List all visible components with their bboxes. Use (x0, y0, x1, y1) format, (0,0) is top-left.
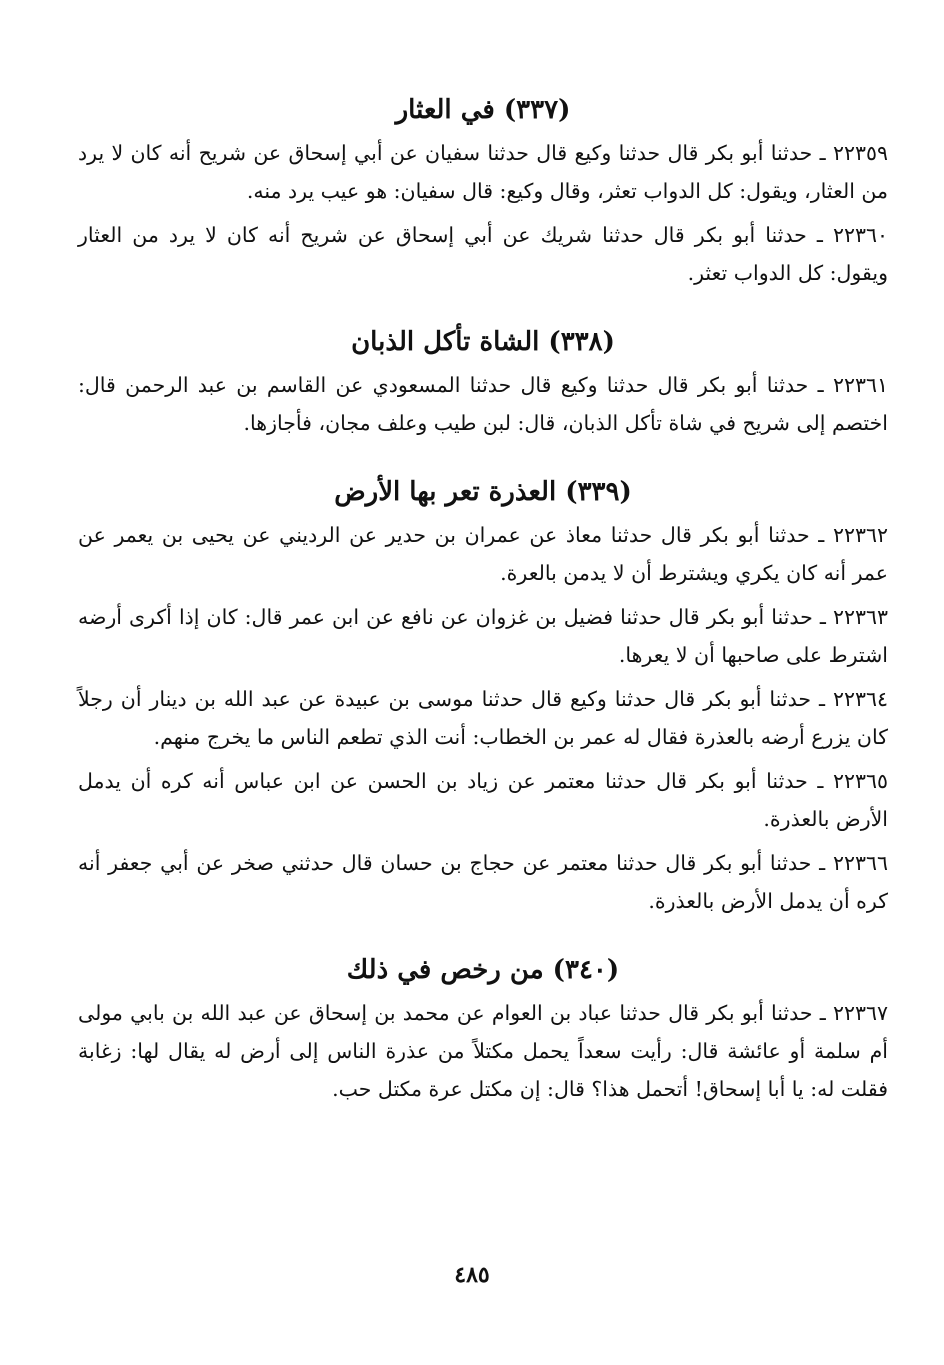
page-number: ٤٨٥ (454, 1262, 490, 1288)
hadith-entry-22362: ٢٢٣٦٢ ـ حدثنا أبو بكر قال حدثنا معاذ عن عمران بن حدير عن الرديني عن يحيى بن يعمر عن عمر أنه كان يكري ويشترط أن لا يدمن بالعرة. (78, 523, 888, 585)
section-340 (78, 950, 888, 1108)
section-title: (٣٤٠) من رخص في ذلك (346, 955, 620, 985)
hadith-entry-22364: ٢٢٣٦٤ ـ حدثنا أبو بكر قال حدثنا وكيع قال حدثنا موسى بن عبيدة عن عبد الله بن دينار أن رجلاً كان يزرع أرضه بالعذرة فقال له عمر بن الخطاب: أنت الذي تطعم الناس ما يخرج منهم. (78, 687, 888, 749)
section-337 (78, 90, 888, 292)
hadith-entry-22359: ٢٢٣٥٩ ـ حدثنا أبو بكر قال حدثنا وكيع قال حدثنا سفيان عن أبي إسحاق عن شريح أنه كان لا يرد من العثار، ويقول: كل الدواب تعثر، وقال وكيع: قال سفيان: هو عيب يرد منه. (78, 141, 888, 203)
hadith-entry-22365: ٢٢٣٦٥ ـ حدثنا أبو بكر قال حدثنا معتمر عن زياد بن الحسن عن ابن عباس أنه كره أن يدمل الأرض بالعذرة. (78, 769, 888, 831)
hadith-entry-22366: ٢٢٣٦٦ ـ حدثنا أبو بكر قال حدثنا معتمر عن حجاج بن حسان قال حدثني صخر عن أبي جعفر أنه كره أن يدمل الأرض بالعذرة. (78, 851, 888, 913)
hadith-entry-22363: ٢٢٣٦٣ ـ حدثنا أبو بكر قال حدثنا فضيل بن غزوان عن نافع عن ابن عمر قال: كان إذا أكرى أرضه اشترط على صاحبها أن لا يعرها. (78, 605, 888, 667)
section-title: (٣٣٧) في العثار (395, 95, 571, 125)
section-338 (78, 322, 888, 442)
hadith-entry-22360: ٢٢٣٦٠ ـ حدثنا أبو بكر قال حدثنا شريك عن أبي إسحاق عن شريح أنه كان لا يرد من العثار ويقول: كل الدواب تعثر. (78, 223, 888, 285)
hadith-entry-22367: ٢٢٣٦٧ ـ حدثنا أبو بكر قال حدثنا عباد بن العوام عن محمد بن إسحاق عن عبد الله بن بابي مولى أم سلمة أو عائشة قال: رأيت سعداً يحمل مكتلاً من عذرة الناس إلى أرض له يقال لها: زغابة فقلت له: يا أبا إسحاق! أتحمل هذا؟ قال: إن مكتل عرة مكتل حب. (78, 1001, 888, 1101)
section-title: (٣٣٩) العذرة تعر بها الأرض (334, 477, 632, 507)
hadith-entry-22361: ٢٢٣٦١ ـ حدثنا أبو بكر قال حدثنا وكيع قال حدثنا المسعودي عن القاسم بن عبد الرحمن قال: اختصم إلى شريح في شاة تأكل الذبان، قال: لبن طيب وعلف مجان، فأجازها. (78, 373, 888, 435)
section-339 (78, 472, 888, 920)
book-page (78, 90, 888, 1108)
section-title: (٣٣٨) الشاة تأكل الذبان (351, 327, 615, 357)
